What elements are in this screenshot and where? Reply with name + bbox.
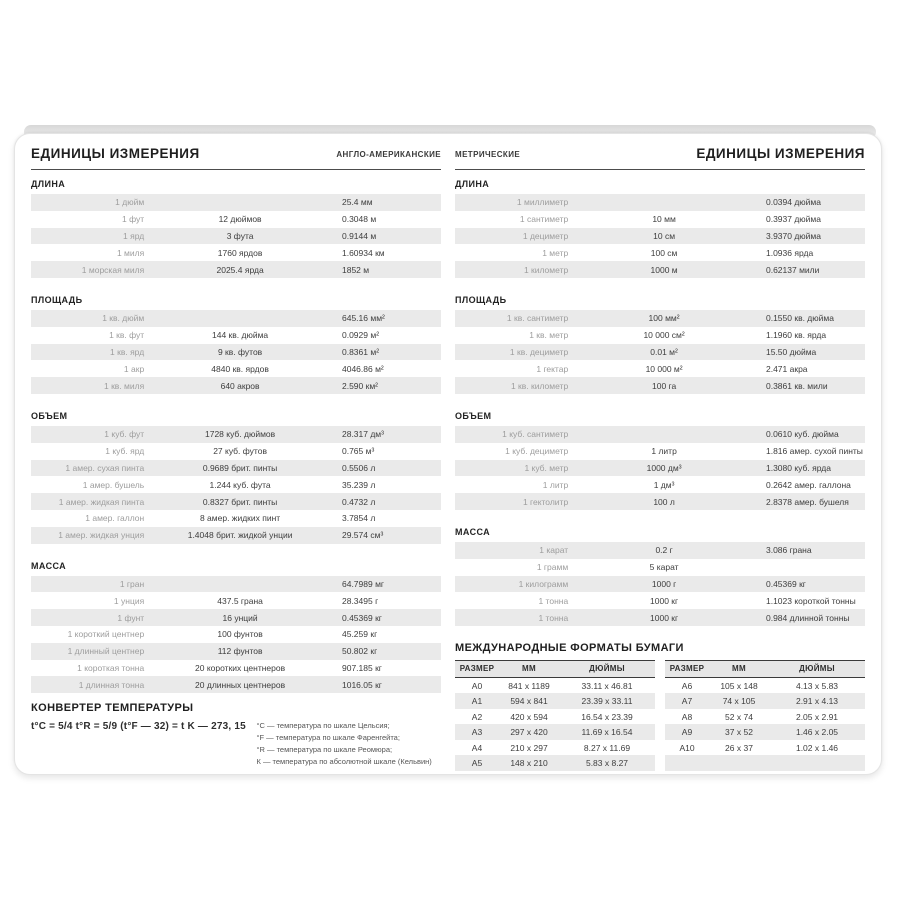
- table-row: [455, 443, 865, 460]
- left-page-header: [31, 146, 441, 170]
- table-row: [665, 755, 865, 771]
- table-row: [455, 592, 865, 609]
- unit-cell: 1 куб. ярд: [105, 446, 145, 457]
- table-row: [455, 709, 655, 725]
- unit-cell: 1 сантиметр: [519, 214, 569, 225]
- unit-section: [455, 179, 865, 278]
- value-cell: 50.802 кг: [341, 646, 378, 657]
- equivalent-cell: 20 длинных центнеров: [195, 679, 286, 690]
- equivalent-cell: 0.2 г: [655, 545, 673, 556]
- equivalent-cell: 4840 кв. ярдов: [211, 363, 269, 374]
- inch-cell: 16.54 x 23.39: [581, 711, 633, 722]
- unit-cell: 1 кв. метр: [529, 330, 569, 341]
- equivalent-cell: 100 л: [653, 496, 675, 507]
- unit-sections-right: [455, 170, 865, 626]
- size-cell: A4: [471, 742, 483, 753]
- equivalent-cell: 27 куб. футов: [213, 446, 267, 457]
- equivalent-cell: 1000 кг: [650, 612, 679, 623]
- unit-table: [455, 310, 865, 394]
- unit-cell: 1 кв. ярд: [110, 346, 145, 357]
- table-row: [31, 609, 441, 626]
- value-cell: 1016.05 кг: [341, 679, 382, 690]
- table-row: [31, 493, 441, 510]
- column-header: ММ: [732, 664, 746, 674]
- value-cell: 1.816 амер. сухой пинты: [765, 446, 863, 457]
- equivalent-cell: 10 000 см²: [643, 330, 685, 341]
- value-cell: 45.259 кг: [341, 629, 378, 640]
- value-cell: 907.185 кг: [341, 662, 382, 673]
- equivalent-cell: 640 акров: [220, 380, 260, 391]
- value-cell: 1.3080 куб. ярда: [765, 462, 831, 473]
- paper-table-a6-a10: [665, 660, 865, 771]
- value-cell: 2.590 км²: [341, 380, 379, 391]
- equivalent-cell: 1.244 куб. фута: [209, 479, 271, 490]
- value-cell: 0.45369 кг: [765, 578, 806, 589]
- unit-cell: 1 унция: [113, 595, 145, 606]
- temperature-note: °F — температура по шкале Фаренгейта;: [256, 733, 400, 743]
- table-row: [31, 244, 441, 261]
- value-cell: 1.1023 короткой тонны: [765, 595, 856, 606]
- table-row: [455, 542, 865, 559]
- mm-cell: 297 x 420: [510, 727, 548, 738]
- table-row: [455, 377, 865, 394]
- table-row: [455, 310, 865, 327]
- equivalent-cell: 1760 ярдов: [217, 247, 263, 258]
- unit-cell: 1 кв. фут: [109, 330, 145, 341]
- table-row: [31, 310, 441, 327]
- unit-cell: 1 карат: [539, 545, 569, 556]
- equivalent-cell: 1000 кг: [650, 595, 679, 606]
- size-cell: A7: [681, 696, 693, 707]
- inch-cell: 11.69 x 16.54: [581, 727, 633, 738]
- unit-cell: 1 амер. жидкая унция: [58, 530, 145, 541]
- table-row: [455, 755, 655, 771]
- temperature-note: К — температура по абсолютной шкале (Кельвин): [256, 757, 432, 767]
- inch-cell: 8.27 x 11.69: [583, 742, 631, 753]
- value-cell: 1.0936 ярда: [765, 247, 814, 258]
- table-row: [665, 693, 865, 709]
- paper-formats: [455, 642, 865, 771]
- table-row: [455, 609, 865, 626]
- right-page: [455, 146, 865, 769]
- column-header: ММ: [522, 664, 536, 674]
- temperature-notes: [257, 720, 432, 768]
- column-header: ДЮЙМЫ: [799, 664, 835, 674]
- unit-cell: 1 акр: [123, 363, 145, 374]
- value-cell: 1.60934 км: [341, 247, 385, 258]
- unit-table: [31, 194, 441, 278]
- temperature-note: °C — температура по шкале Цельсия;: [256, 721, 390, 731]
- column-header: РАЗМЕР: [459, 664, 495, 674]
- value-cell: 0.5506 л: [341, 462, 376, 473]
- paper-table-header: [665, 660, 865, 678]
- unit-cell: 1 дециметр: [522, 230, 569, 241]
- table-row: [31, 676, 441, 693]
- section-heading: ДЛИНА: [455, 179, 490, 189]
- value-cell: 0.4732 л: [341, 496, 376, 507]
- paper-table-header: [455, 660, 655, 678]
- unit-cell: 1 фут: [122, 214, 145, 225]
- table-row: [31, 377, 441, 394]
- value-cell: 1.1960 кв. ярда: [765, 330, 827, 341]
- section-heading: ДЛИНА: [31, 179, 66, 189]
- value-cell: 1852 м: [341, 264, 370, 275]
- equivalent-cell: 8 амер. жидких пинт: [199, 513, 281, 524]
- value-cell: 0.62137 мили: [765, 264, 820, 275]
- table-row: [31, 460, 441, 477]
- unit-cell: 1 кв. дюйм: [102, 313, 145, 324]
- unit-cell: 1 гектолитр: [522, 496, 569, 507]
- table-row: [31, 426, 441, 443]
- table-row: [455, 228, 865, 245]
- equivalent-cell: 0.01 м²: [650, 346, 678, 357]
- value-cell: 28.3495 г: [341, 595, 379, 606]
- unit-cell: 1 куб. метр: [524, 462, 569, 473]
- table-row: [31, 660, 441, 677]
- inch-cell: 33.11 x 46.81: [581, 680, 633, 691]
- unit-table: [455, 426, 865, 510]
- size-cell: A2: [471, 711, 483, 722]
- table-row: [31, 527, 441, 544]
- equivalent-cell: 1.4048 брит. жидкой унции: [187, 530, 293, 541]
- table-row: [31, 626, 441, 643]
- table-row: [31, 643, 441, 660]
- table-row: [31, 592, 441, 609]
- equivalent-cell: 3 фута: [226, 230, 254, 241]
- unit-section: [455, 527, 865, 626]
- mm-cell: 105 x 148: [720, 680, 758, 691]
- inch-cell: 1.46 x 2.05: [795, 727, 839, 738]
- table-row: [455, 678, 655, 694]
- table-row: [455, 740, 655, 756]
- mm-cell: 594 x 841: [510, 696, 548, 707]
- page-title: ЕДИНИЦЫ ИЗМЕРЕНИЯ: [31, 146, 200, 161]
- value-cell: 28.317 дм³: [341, 429, 384, 440]
- table-row: [31, 261, 441, 278]
- table-row: [455, 244, 865, 261]
- value-cell: 3.7854 л: [341, 513, 376, 524]
- unit-table: [31, 426, 441, 544]
- mm-cell: 74 x 105: [722, 696, 756, 707]
- inch-cell: 23.39 x 33.11: [581, 696, 633, 707]
- equivalent-cell: 9 кв. футов: [217, 346, 263, 357]
- unit-section: [455, 295, 865, 394]
- table-row: [665, 740, 865, 756]
- equivalent-cell: 100 фунтов: [217, 629, 263, 640]
- unit-cell: 1 амер. жидкая пинта: [58, 496, 145, 507]
- unit-cell: 1 кв. сантиметр: [506, 313, 569, 324]
- table-row: [31, 211, 441, 228]
- unit-section: [455, 411, 865, 510]
- inch-cell: 2.05 x 2.91: [795, 711, 839, 722]
- table-row: [455, 194, 865, 211]
- page-subtitle: АНГЛО-АМЕРИКАНСКИЕ: [336, 150, 441, 159]
- value-cell: 0.0394 дюйма: [765, 197, 821, 208]
- table-row: [455, 559, 865, 576]
- value-cell: 0.9144 м: [341, 230, 377, 241]
- table-row: [665, 724, 865, 740]
- table-row: [31, 576, 441, 593]
- equivalent-cell: 12 дюймов: [218, 214, 262, 225]
- table-row: [455, 693, 655, 709]
- equivalent-cell: 5 карат: [649, 562, 679, 573]
- value-cell: 0.3937 дюйма: [765, 214, 821, 225]
- value-cell: 0.0610 куб. дюйма: [765, 429, 839, 440]
- paper-formats-tables: [455, 660, 865, 771]
- equivalent-cell: 0.9689 брит. пинты: [202, 462, 278, 473]
- equivalent-cell: 10 000 м²: [645, 363, 683, 374]
- unit-table: [31, 310, 441, 394]
- equivalent-cell: 1000 г: [651, 578, 677, 589]
- value-cell: 0.3861 кв. мили: [765, 380, 828, 391]
- equivalent-cell: 20 коротких центнеров: [195, 662, 286, 673]
- paper-formats-heading: МЕЖДУНАРОДНЫЕ ФОРМАТЫ БУМАГИ: [455, 641, 684, 654]
- unit-cell: 1 куб. сантиметр: [502, 429, 569, 440]
- section-heading: ОБЪЕМ: [455, 410, 492, 421]
- unit-cell: 1 миля: [116, 247, 145, 258]
- mm-cell: 210 x 297: [510, 742, 548, 753]
- value-cell: 64.7989 мг: [341, 578, 385, 589]
- unit-cell: 1 амер. галлон: [85, 513, 145, 524]
- unit-cell: 1 длинная тонна: [78, 679, 145, 690]
- table-row: [31, 228, 441, 245]
- unit-cell: 1 гектар: [536, 363, 569, 374]
- inch-cell: 1.02 x 1.46: [795, 742, 839, 753]
- unit-cell: 1 амер. сухая пинта: [65, 462, 145, 473]
- right-page-header: [455, 146, 865, 170]
- equivalent-cell: 1728 куб. дюймов: [204, 429, 276, 440]
- value-cell: 3.9370 дюйма: [765, 230, 821, 241]
- column-header: ДЮЙМЫ: [589, 664, 625, 674]
- section-heading: ПЛОЩАДЬ: [455, 294, 507, 305]
- section-heading: МАССА: [455, 526, 491, 537]
- value-cell: 2.471 акра: [765, 363, 808, 374]
- size-cell: A6: [681, 680, 693, 691]
- value-cell: 0.0929 м²: [341, 330, 380, 341]
- equivalent-cell: 437.5 грана: [217, 595, 263, 606]
- unit-cell: 1 метр: [542, 247, 569, 258]
- table-row: [665, 678, 865, 694]
- temperature-body: [31, 720, 441, 768]
- value-cell: 25.4 мм: [341, 197, 373, 208]
- temperature-formula: t°C = 5/4 t°R = 5/9 (t°F — 32) = t K — 273, 15: [31, 721, 246, 733]
- table-row: [455, 576, 865, 593]
- page-title: ЕДИНИЦЫ ИЗМЕРЕНИЯ: [696, 146, 865, 161]
- unit-table: [455, 194, 865, 278]
- unit-cell: 1 дюйм: [115, 197, 145, 208]
- unit-cell: 1 килограмм: [518, 578, 569, 589]
- table-row: [455, 493, 865, 510]
- value-cell: 35.239 л: [341, 479, 376, 490]
- value-cell: 2.8378 амер. бушеля: [765, 496, 849, 507]
- unit-cell: 1 кв. дециметр: [509, 346, 569, 357]
- table-row: [31, 194, 441, 211]
- section-heading: МАССА: [31, 560, 67, 571]
- unit-cell: 1 тонна: [538, 612, 569, 623]
- unit-cell: 1 амер. бушель: [82, 479, 145, 490]
- equivalent-cell: 144 кв. дюйма: [212, 330, 269, 341]
- size-cell: A10: [679, 742, 695, 753]
- unit-cell: 1 литр: [542, 479, 569, 490]
- table-row: [665, 709, 865, 725]
- mm-cell: 841 x 1189: [508, 680, 550, 691]
- equivalent-cell: 100 га: [651, 380, 677, 391]
- equivalent-cell: 10 мм: [652, 214, 676, 225]
- size-cell: A5: [471, 758, 483, 769]
- value-cell: 645.16 мм²: [341, 313, 385, 324]
- table-row: [455, 327, 865, 344]
- unit-cell: 1 грамм: [536, 562, 569, 573]
- unit-cell: 1 километр: [523, 264, 569, 275]
- unit-table: [31, 576, 441, 694]
- unit-table: [455, 542, 865, 626]
- size-cell: A9: [681, 727, 693, 738]
- unit-cell: 1 кв. километр: [510, 380, 569, 391]
- equivalent-cell: 16 унций: [222, 612, 258, 623]
- value-cell: 15.50 дюйма: [765, 346, 817, 357]
- equivalent-cell: 100 см: [650, 247, 678, 258]
- value-cell: 0.1550 кв. дюйма: [765, 313, 834, 324]
- inch-cell: 2.91 x 4.13: [795, 696, 839, 707]
- unit-sections-left: [31, 170, 441, 693]
- mm-cell: 37 x 52: [725, 727, 753, 738]
- section-heading: ОБЪЕМ: [31, 410, 68, 421]
- equivalent-cell: 1000 м: [650, 264, 678, 275]
- value-cell: 0.2642 амер. галлона: [765, 479, 851, 490]
- equivalent-cell: 0.8327 брит. пинты: [202, 496, 278, 507]
- mm-cell: 52 x 74: [725, 711, 753, 722]
- unit-cell: 1 куб. дециметр: [505, 446, 569, 457]
- mm-cell: 26 x 37: [725, 742, 753, 753]
- temperature-converter: [31, 702, 441, 768]
- equivalent-cell: 1 дм³: [653, 479, 675, 490]
- size-cell: A8: [681, 711, 693, 722]
- table-row: [455, 724, 655, 740]
- unit-section: [31, 561, 441, 694]
- table-row: [455, 344, 865, 361]
- table-row: [455, 360, 865, 377]
- equivalent-cell: 1 литр: [651, 446, 677, 457]
- equivalent-cell: 10 см: [653, 230, 676, 241]
- table-row: [31, 510, 441, 527]
- unit-cell: 1 тонна: [538, 595, 569, 606]
- table-row: [455, 426, 865, 443]
- section-heading: ПЛОЩАДЬ: [31, 294, 83, 305]
- value-cell: 0.8361 м²: [341, 346, 380, 357]
- unit-section: [31, 295, 441, 394]
- unit-section: [31, 411, 441, 544]
- unit-cell: 1 короткий центнер: [67, 629, 145, 640]
- unit-cell: 1 миллиметр: [516, 197, 569, 208]
- unit-cell: 1 морская миля: [81, 264, 145, 275]
- unit-section: [31, 179, 441, 278]
- size-cell: A0: [471, 680, 483, 691]
- left-page: [31, 146, 441, 766]
- table-row: [31, 327, 441, 344]
- unit-cell: 1 ярд: [123, 230, 145, 241]
- value-cell: 3.086 грана: [765, 545, 812, 556]
- value-cell: 0.45369 кг: [341, 612, 382, 623]
- table-row: [31, 344, 441, 361]
- table-row: [455, 211, 865, 228]
- value-cell: 0.984 длинной тонны: [765, 612, 850, 623]
- paper-table-a0-a5: [455, 660, 655, 771]
- unit-cell: 1 фунт: [117, 612, 145, 623]
- value-cell: 29.574 см³: [341, 530, 384, 541]
- table-row: [31, 476, 441, 493]
- equivalent-cell: 112 фунтов: [217, 646, 263, 657]
- table-row: [455, 261, 865, 278]
- unit-cell: 1 длинный центнер: [67, 646, 145, 657]
- value-cell: 0.3048 м: [341, 214, 377, 225]
- equivalent-cell: 100 мм²: [648, 313, 680, 324]
- page-subtitle: МЕТРИЧЕСКИЕ: [455, 150, 521, 159]
- mm-cell: 420 x 594: [510, 711, 548, 722]
- size-cell: A3: [471, 727, 483, 738]
- mm-cell: 148 x 210: [510, 758, 548, 769]
- size-cell: A1: [471, 696, 483, 707]
- table-row: [31, 360, 441, 377]
- unit-cell: 1 короткая тонна: [77, 662, 145, 673]
- inch-cell: 4.13 x 5.83: [795, 680, 839, 691]
- inch-cell: 5.83 x 8.27: [585, 758, 629, 769]
- value-cell: 4046.86 м²: [341, 363, 384, 374]
- table-row: [31, 443, 441, 460]
- table-row: [455, 476, 865, 493]
- value-cell: 0.765 м³: [341, 446, 375, 457]
- temperature-note: °R — температура по шкале Реомюра;: [256, 745, 393, 755]
- column-header: РАЗМЕР: [669, 664, 705, 674]
- notebook-spread: [14, 133, 882, 775]
- equivalent-cell: 1000 дм³: [646, 462, 682, 473]
- unit-cell: 1 кв. миля: [103, 380, 145, 391]
- unit-cell: 1 куб. фут: [104, 429, 145, 440]
- equivalent-cell: 2025.4 ярда: [216, 264, 264, 275]
- unit-cell: 1 гран: [119, 578, 145, 589]
- temperature-heading: КОНВЕРТЕР ТЕМПЕРАТУРЫ: [31, 702, 194, 715]
- table-row: [455, 460, 865, 477]
